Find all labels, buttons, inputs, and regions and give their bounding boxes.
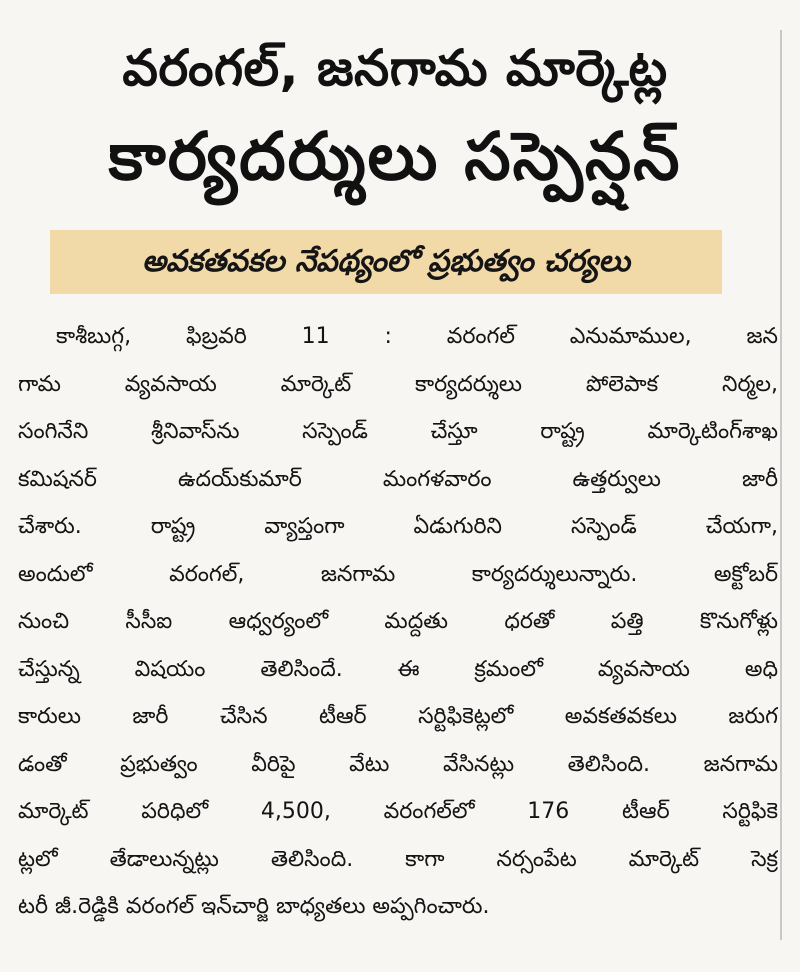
body-line: చేశారు. రాష్ట్ర వ్యాప్తంగా ఏడుగురిని సస్పెండ్ చేయగా, [18,514,778,539]
body-line: టరీ జీ.రెడ్డికి వరంగల్ ఇన్‌చార్జి బాధ్యతలు అప్పగించారు. [18,894,490,919]
column-divider [780,30,782,940]
body-line: సంగినేని శ్రీనివాస్‌ను సస్పెండ్ చేస్తూ రాష్ట్ర మార్కెటింగ్‌శాఖ [18,419,778,444]
subheadline-banner [50,230,722,294]
body-line: చేస్తున్న విషయం తెలిసిందే. ఈ క్రమంలో వ్యవసాయ అధి [18,656,778,682]
body-line: కాశీబుగ్గ, ఫిబ్రవరి 11 : వరంగల్ ఎనుమాముల, జన [56,324,778,349]
body-line: ట్లలో తేడాలున్నట్లు తెలిసింది. కాగా నర్సంపేట మార్కెట్ సెక్ర [18,846,778,872]
headline-line-1: వరంగల్, జనగామ మార్కెట్ల [122,39,668,97]
body-line: గామ వ్యవసాయ మార్కెట్ కార్యదర్శులు పోలెపాక నిర్మల, [18,371,778,397]
body-line: డంతో ప్రభుత్వం వీరిపై వేటు వేసినట్లు తెలిసింది. జనగామ [18,751,778,777]
body-line: మార్కెట్ పరిధిలో 4,500, వరంగల్‌లో 176 టీఆర్ సర్టిఫికె [18,799,778,824]
subheadline: అవకతవకల నేపథ్యంలో ప్రభుత్వం చర్యలు [141,244,631,279]
body-line: అందులో వరంగల్, జనగామ కార్యదర్శులున్నారు. అక్టోబర్ [18,561,778,587]
body-line: కమిషనర్ ఉదయ్‌కుమార్ మంగళవారం ఉత్తర్వులు జారీ [18,466,778,492]
article-body [18,313,778,931]
body-line: కారులు జారీ చేసిన టీఆర్ సర్టిఫికెట్లలో అవకతవకలు జరుగ [18,704,778,729]
headline-line-2: కార్యదర్శులు సస్పెన్షన్ [108,118,682,195]
body-line: నుంచి సీసీఐ ఆధ్వర్యంలో మద్దతు ధరతో పత్తి కొనుగోళ్లు [18,609,778,634]
